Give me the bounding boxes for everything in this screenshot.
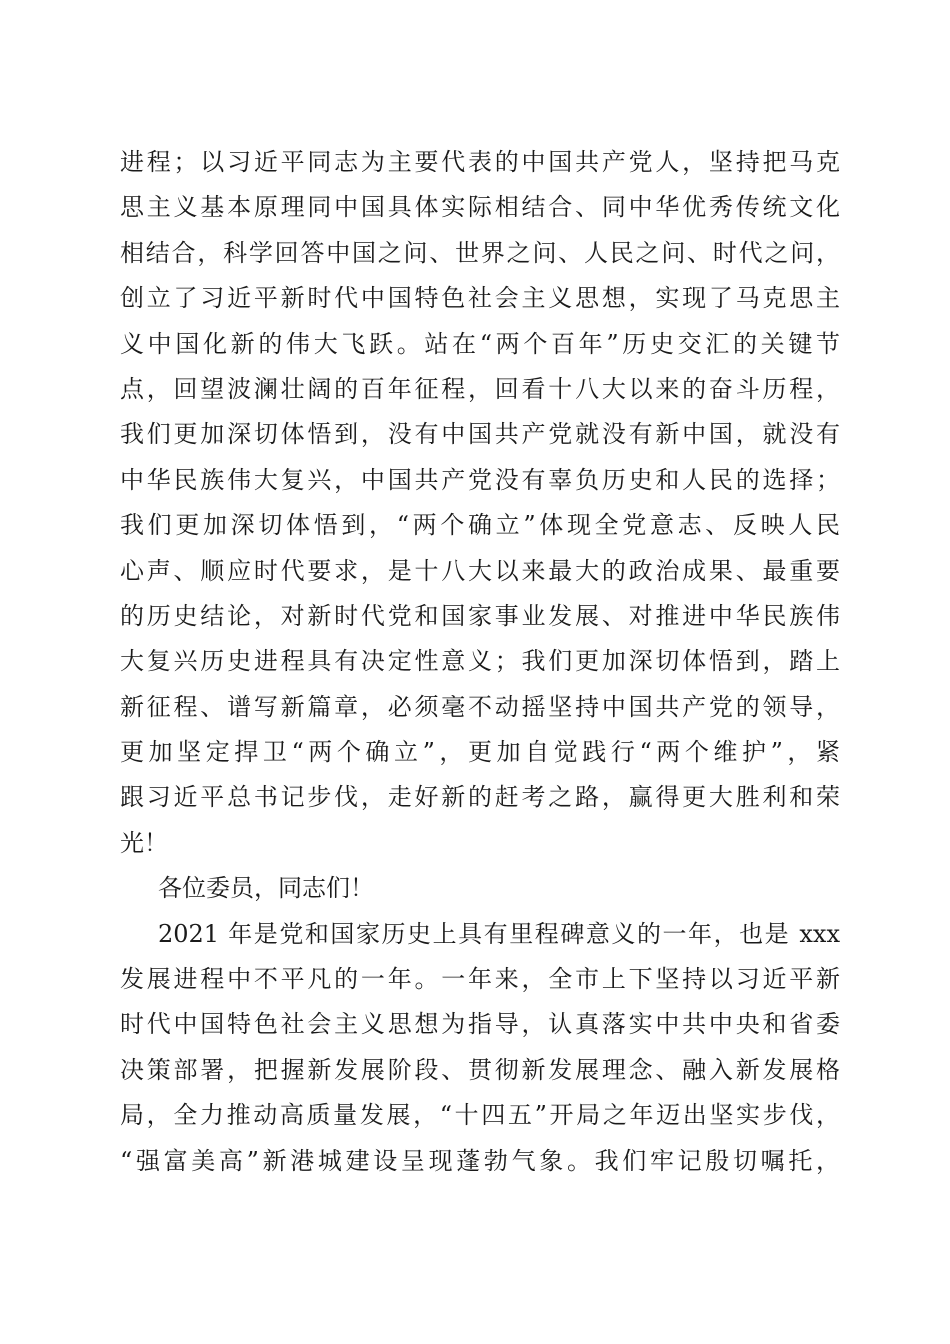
text-line: 我们更加深切体悟到，“两个确立”体现全党意志、反映人民: [120, 511, 840, 540]
document-body: [120, 140, 840, 1184]
salutation-line: 各位委员，同志们！: [158, 874, 374, 903]
text-line: 新征程、谱写新篇章，必须毫不动摇坚持中国共产党的领导，: [120, 692, 840, 721]
text-line: 创立了习近平新时代中国特色社会主义思想，实现了马克思主: [120, 284, 840, 313]
text-line: 中华民族伟大复兴，中国共产党没有辜负历史和人民的选择；: [120, 465, 840, 494]
text-line: 相结合，科学回答中国之问、世界之问、人民之问、时代之问，: [120, 238, 840, 267]
text-line: 跟习近平总书记步伐，走好新的赶考之路，赢得更大胜利和荣: [120, 783, 840, 812]
text-line: 义中国化新的伟大飞跃。站在“两个百年”历史交汇的关键节: [120, 329, 840, 358]
paragraph-start-line: 2021 年是党和国家历史上具有里程碑意义的一年，也是 xxx: [158, 919, 840, 948]
text-line: 发展进程中不平凡的一年。一年来，全市上下坚持以习近平新: [120, 965, 840, 994]
text-line: 光！: [120, 828, 168, 857]
text-line: 大复兴历史进程具有决定性意义；我们更加深切体悟到，踏上: [120, 647, 840, 676]
text-line: 更加坚定捍卫“两个确立”，更加自觉践行“两个维护”，紧: [120, 738, 840, 767]
text-line: 我们更加深切体悟到，没有中国共产党就没有新中国，就没有: [120, 420, 840, 449]
text-line: 时代中国特色社会主义思想为指导，认真落实中共中央和省委: [120, 1010, 840, 1039]
text-line: 局，全力推动高质量发展，“十四五”开局之年迈出坚实步伐，: [120, 1101, 840, 1130]
text-line: 的历史结论，对新时代党和国家事业发展、对推进中华民族伟: [120, 601, 840, 630]
text-line: 思主义基本原理同中国具体实际相结合、同中华优秀传统文化: [120, 193, 840, 222]
text-line: 进程；以习近平同志为主要代表的中国共产党人，坚持把马克: [120, 148, 840, 176]
text-line: “强富美高”新港城建设呈现蓬勃气象。我们牢记殷切嘱托，: [120, 1146, 840, 1175]
text-line: 决策部署，把握新发展阶段、贯彻新发展理念、融入新发展格: [120, 1055, 840, 1084]
text-line: 心声、顺应时代要求，是十八大以来最大的政治成果、最重要: [120, 556, 840, 585]
text-line: 点，回望波澜壮阔的百年征程，回看十八大以来的奋斗历程，: [120, 374, 840, 403]
